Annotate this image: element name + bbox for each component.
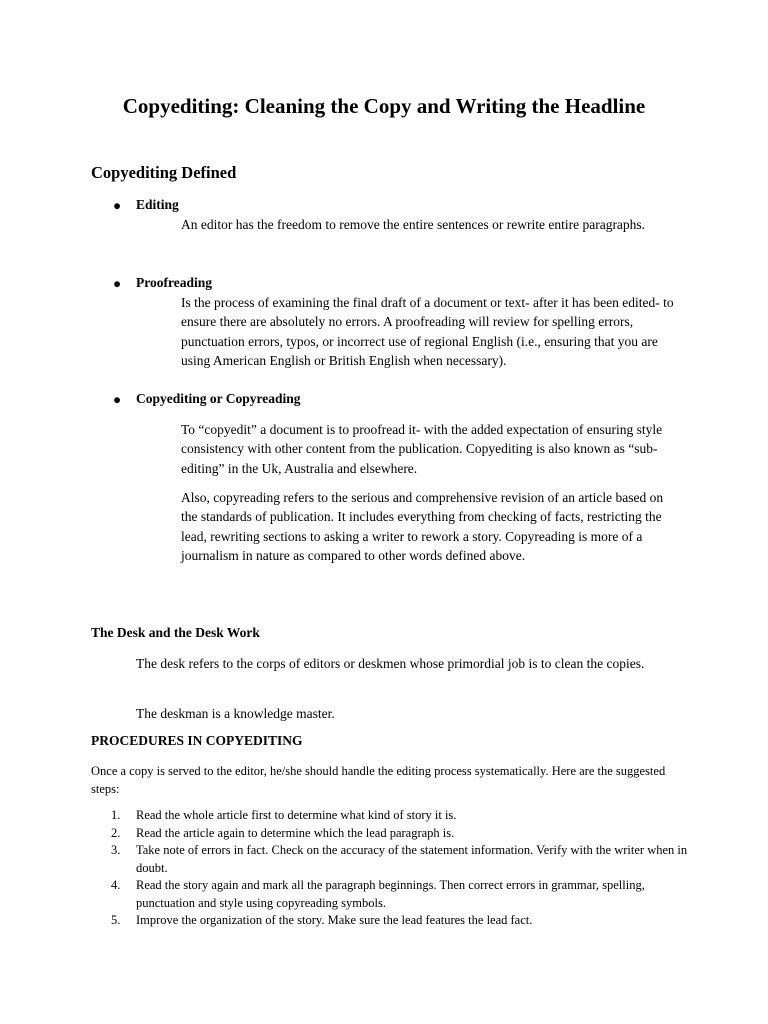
list-item	[91, 877, 691, 912]
step-text: Read the article again to determine which the lead paragraph is.	[136, 825, 455, 840]
definition-editing-text: An editor has the freedom to remove the entire sentences or rewrite entire paragraphs.	[181, 217, 646, 232]
heading-desk-work: The Desk and the Desk Work	[91, 625, 260, 640]
step-number: 3.	[111, 843, 121, 857]
definition-copyediting-text-2: Also, copyreading refers to the serious and comprehensive revision of an article based on the standards of publication. It includes everything from checking of facts, restricting the lead, rewriting sections to asking a writer to rework a story. Copyreading is more of a journalism in nature as compared to other words defined above.	[181, 490, 664, 563]
desk-paragraph-1: The desk refers to the corps of editors or deskmen whose primordial job is to clean the copies.	[136, 656, 645, 671]
definition-proofreading-text: Is the process of examining the final draft of a document or text- after it has been edited- to ensure there are absolutely no errors. A proofreading will review for spelling errors, punctuation errors, typos, or incorrect use of regional English (i.e., ensuring that you are using American English or British English when necessary).	[181, 295, 674, 368]
list-item	[91, 912, 691, 930]
document-title: Copyediting: Cleaning the Copy and Writing the Headline	[122, 94, 646, 118]
step-text: Read the story again and mark all the paragraph beginnings. Then correct errors in grammar, spelling, punctuation and style using copyreading symbols.	[136, 878, 645, 910]
bullet-icon: ●	[113, 392, 122, 407]
procedures-intro: Once a copy is served to the editor, he/she should handle the editing process systematically. Here are the suggested steps:	[91, 764, 666, 796]
step-text: Take note of errors in fact. Check on the accuracy of the statement information. Verify with the writer when in doubt.	[136, 843, 688, 875]
term-copyediting: Copyediting or Copyreading	[136, 391, 301, 406]
heading-procedures: PROCEDURES IN COPYEDITING	[91, 733, 303, 748]
step-text: Read the whole article first to determine what kind of story it is.	[136, 808, 457, 822]
step-number: 2.	[111, 825, 121, 840]
term-proofreading: Proofreading	[136, 275, 212, 290]
list-item	[91, 807, 691, 825]
step-number: 5.	[111, 913, 121, 927]
desk-paragraph-2: The deskman is a knowledge master.	[136, 706, 335, 721]
list-item	[91, 842, 691, 877]
step-text: Improve the organization of the story. Make sure the lead features the lead fact.	[136, 913, 533, 927]
step-number: 4.	[111, 878, 121, 892]
step-number: 1.	[111, 808, 121, 822]
bullet-icon: ●	[113, 198, 122, 213]
procedures-steps-list	[91, 807, 691, 930]
section-heading-copyediting-defined: Copyediting Defined	[91, 163, 237, 182]
term-editing: Editing	[136, 197, 179, 212]
definition-copyediting-text-1: To “copyedit” a document is to proofread it- with the added expectation of ensuring style consistency with other content from the publication. Copyediting is also known as “sub-editing” in the Uk, Australia and elsewhere.	[181, 422, 663, 476]
bullet-icon: ●	[113, 276, 122, 291]
list-item	[91, 825, 691, 843]
